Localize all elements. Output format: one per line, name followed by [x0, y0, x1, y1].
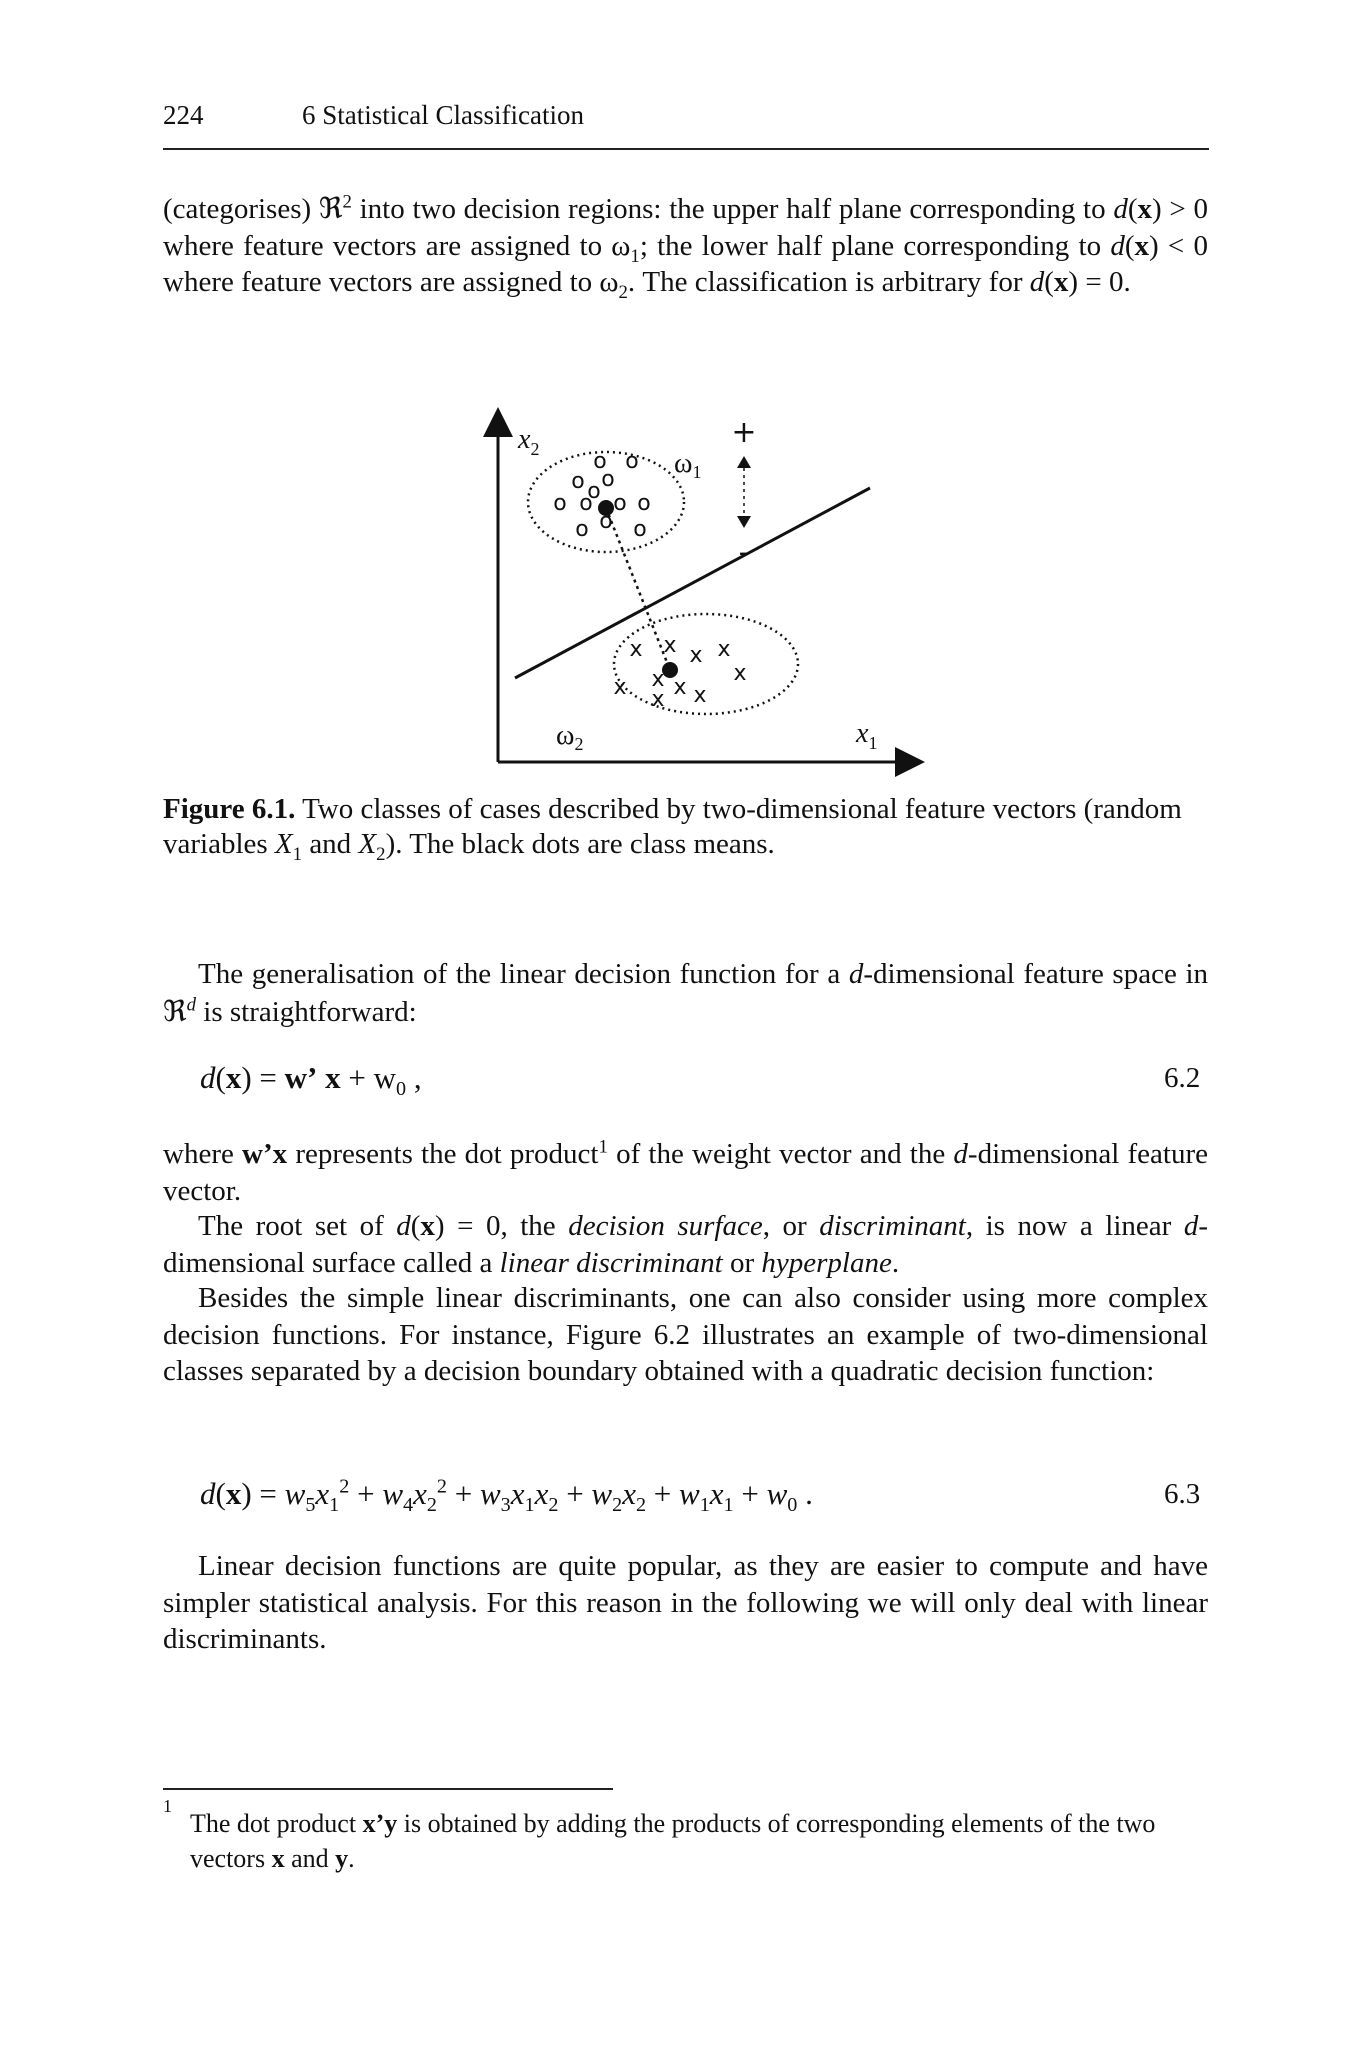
equation-number-6-3: 6.3 — [1164, 1478, 1201, 1510]
class2-point: x — [673, 675, 687, 700]
paragraph-complex-functions: Besides the simple linear discriminants, one can also consider using more complex decision functions. For instance, Figure 6.2 illustrates an example of two-dimensional classes separated by a decision boundary obtained with a quadratic decision function: — [163, 1282, 1208, 1387]
footnote-rule — [163, 1788, 613, 1790]
class1-label: $\omega_1$ — [674, 448, 702, 482]
class2-point: x — [651, 687, 665, 712]
equation-number-6-2: 6.2 — [1164, 1062, 1201, 1094]
page-number: 224 — [163, 100, 204, 130]
real-space-symbol: ℜ — [318, 191, 343, 225]
class1-point: o — [601, 467, 615, 492]
footnote-marker: 1 — [163, 1796, 172, 1816]
class2-label: $\omega_2$ — [556, 720, 584, 754]
class1-point: o — [637, 491, 651, 516]
class1-point: o — [599, 509, 613, 534]
class2-point: x — [717, 637, 731, 662]
class1-point: o — [553, 491, 567, 516]
class2-point: x — [629, 637, 643, 662]
paragraph-dot-product: where w’x represents the dot product$^1$ of the weight vector and the d-dimensional feature vector. — [163, 1136, 1208, 1207]
equation-6-3: $d(x) = w_5x_1^2 + w_4x_2^2 + w_3x_1x_2 + w_2x_2 + w_1x_1 + w_0$ . — [200, 1475, 813, 1517]
minus-sign: - — [738, 535, 750, 570]
class1-point: o — [571, 469, 585, 494]
class2-points — [613, 633, 746, 712]
running-header: 6 Statistical Classification — [302, 100, 584, 130]
footnote-text: The dot product x’y is obtained by adding the products of corresponding elements of the two vectors x and y. — [190, 1809, 1156, 1873]
intro-paragraph: (categorises) ℜ$^2$ into two decision regions: the upper half plane corresponding to d(x) > 0 where feature vectors are assigned to $\omega_1$; the lower half plane corresponding to d(x) < 0 where feature vectors are assigned to $\omega_2$. The classification is arbitrary for d(x) = 0. — [163, 191, 1208, 303]
paragraph-root-set: The root set of d(x) = 0, the decision surface, or discriminant, is now a linear d-dimensional surface called a linear discriminant or hyperplane. — [163, 1210, 1209, 1279]
up-arrow-icon — [737, 456, 751, 468]
class1-point: o — [579, 491, 593, 516]
equation-6-2: d(x) = w’ $x + w_0$ , — [200, 1060, 422, 1101]
plus-sign: + — [731, 415, 757, 450]
paragraph-generalisation: The generalisation of the linear decision function for a d-dimensional feature space in ℜ$^d$ is straightforward: — [163, 958, 1208, 1028]
x2-axis-label: $x_2$ — [518, 424, 540, 459]
class2-point: x — [651, 667, 665, 692]
class1-points — [553, 449, 650, 542]
class1-point: o — [575, 517, 589, 542]
class1-point: o — [587, 479, 601, 504]
x1-axis-label: $x_1$ — [856, 718, 878, 753]
class2-point: x — [663, 633, 677, 658]
class1-point: o — [593, 449, 607, 474]
class2-point: x — [689, 643, 703, 668]
class2-point: x — [613, 675, 627, 700]
paragraph-linear-popular: Linear decision functions are quite popular, as they are easier to compute and have simpler statistical analysis. For this reason in the following we will only deal with linear discriminants. — [163, 1550, 1208, 1655]
class1-point: o — [625, 449, 639, 474]
class1-point: o — [613, 491, 627, 516]
class1-point: o — [633, 517, 647, 542]
figure-caption: Figure 6.1. Two classes of cases described by two-dimensional feature vectors (random variables $X_1$ and $X_2$). The black dots are class means. — [163, 793, 1182, 865]
down-arrow-icon — [737, 516, 751, 528]
class2-point: x — [733, 661, 747, 686]
figure-6-1 — [470, 400, 950, 780]
class2-point: x — [693, 683, 707, 708]
header-rule — [163, 148, 1209, 150]
